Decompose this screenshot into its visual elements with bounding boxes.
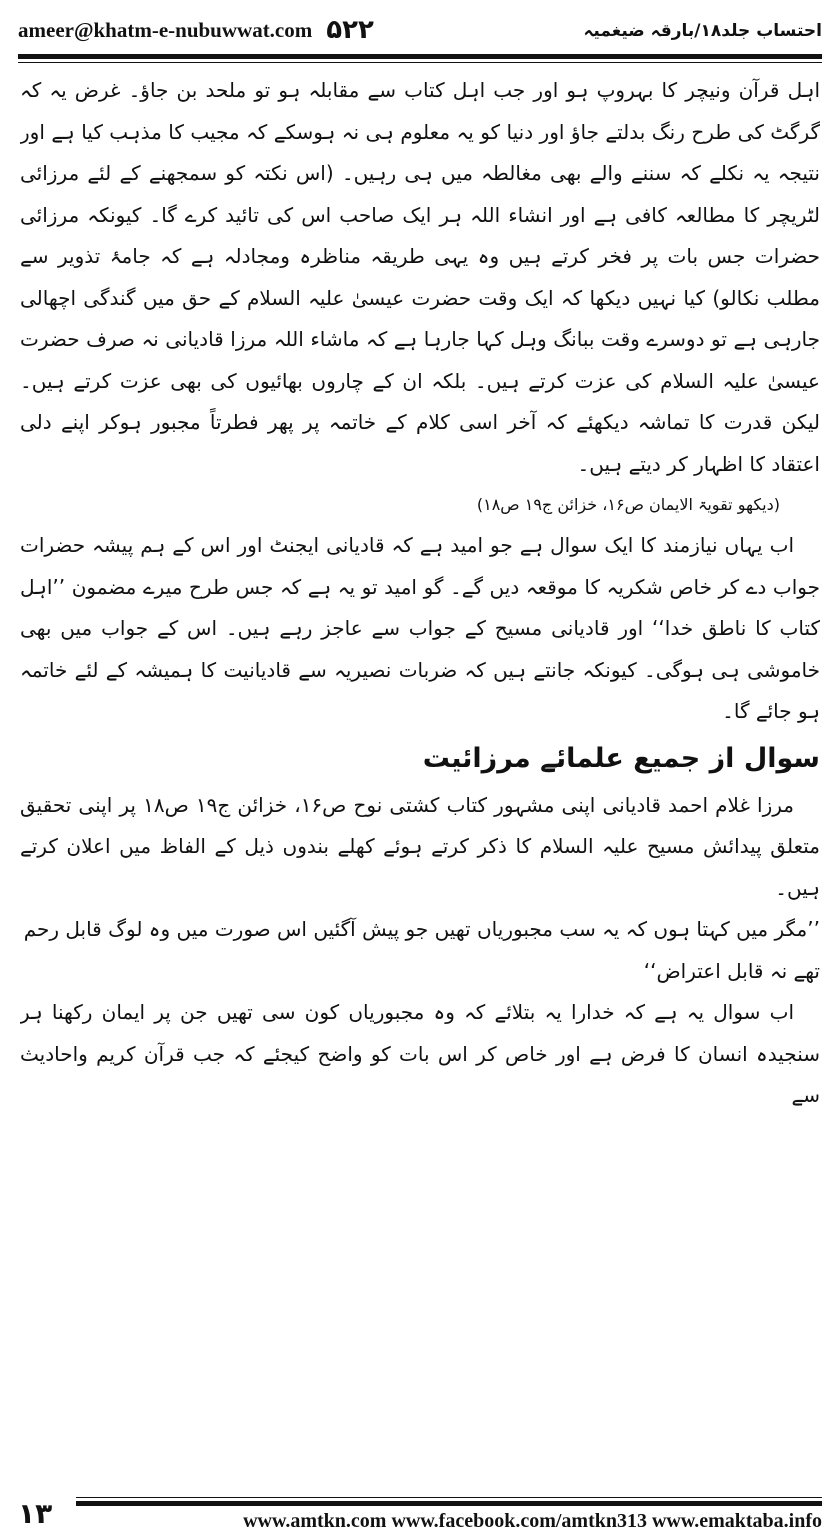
paragraph-1: اہل قرآن ونیچر کا بہروپ ہو اور جب اہل کتاب سے مقابلہ ہو تو ملحد بن جاؤ۔ غرض یہ کہ گرگٹ کی طرح رنگ بدلتے جاؤ اور دنیا کو یہ معلوم ہی نہ ہوسکے کہ مجیب کا مذہب کیا ہے اور نتیجہ یہ نکلے کہ سننے والے بھی مغالطہ میں ہی رہیں۔ (اس نکتہ کو سمجھنے کے لئے مرزائی لٹریچر کا مطالعہ کافی ہے اور انشاء اللہ ہر ایک صاحب اس کی تائید کرے گا۔ کیونکہ مرزائی حضرات جس بات پر فخر کرتے ہیں وہ یہی طریقہ مناظرہ ومجادلہ ہے کہ جامۂ تذویر سے مطلب نکالو) کیا نہیں دیکھا کہ ایک وقت حضرت عیسیٰ علیہ السلام کے حق میں گندگی اچھالی جارہی ہے تو دوسرے وقت ببانگ وہل کہا جارہا ہے کہ ماشاء اللہ مرزا قادیانی نہ صرف حضرت عیسیٰ علیہ السلام کی عزت کرتے ہیں۔ بلکہ ان کے چاروں بھائیوں کی بھی عزت کرتے ہیں۔ لیکن قدرت کا تماشہ دیکھئے کہ آخر اسی کلام کے خاتمہ پر پھر فطرتاً مجبور ہوکر اپنے دلی اعتقاد کا اظہار کر دیتے ہیں۔	[20, 78, 820, 476]
paragraph-3: مرزا غلام احمد قادیانی اپنی مشہور کتاب کشتی نوح ص۱۶، خزائن ج۱۹ ص۱۸ پر اپنی تحقیق متعلق پیدائش مسیح علیہ السلام کا ذکر کرتے ہوئے کھلے بندوں ذیل کے الفاظ میں اعلان کرتے ہیں۔	[20, 792, 820, 900]
reference-citation: (دیکھو تقویۃ الایمان ص۱۶، خزائن ج۱۹ ص۱۸)	[476, 495, 780, 514]
page-footer	[18, 1490, 822, 1534]
header-left	[18, 15, 374, 45]
section-heading: سوال از جمیع علمائے مرزائیت	[422, 742, 820, 774]
header-rule-thick	[18, 54, 822, 59]
footer-rule-thin	[76, 1497, 822, 1498]
footer-rule-thick	[76, 1501, 822, 1506]
footer-bar	[76, 1497, 822, 1534]
header-book-title: احتساب جلد۱۸/بارقہ ضیغمیہ	[583, 20, 822, 41]
header-rule-thin	[18, 62, 822, 63]
footer-urls: www.amtkn.com www.facebook.com/amtkn313 www.emaktaba.info	[243, 1510, 822, 1532]
paragraph-2: اب یہاں نیازمند کا ایک سوال ہے جو امید ہے کہ قادیانی ایجنٹ اور اس کے ہم پیشہ حضرات جواب دے کر خاص شکریہ کا موقعہ دیں گے۔ گو امید تو یہ ہے کہ جس طرح میرے مضمون ’’اہل کتاب کا ناطق خدا‘‘ اور قادیانی مسیح کے جواب سے عاجز رہے ہیں۔ اس کے جواب میں بھی خاموشی ہی ہوگی۔ کیونکہ جانتے ہیں کہ ضربات نصیریہ سے قادیانیت کا ہمیشہ کے لئے خاتمہ ہو جائے گا۔	[20, 533, 820, 723]
page-body	[20, 70, 820, 1475]
footer-page-number: ۱۳	[18, 1497, 53, 1530]
header-email: ameer@khatm-e-nubuwwat.com	[18, 17, 313, 42]
page-header	[18, 8, 822, 52]
paragraph-4: اب سوال یہ ہے کہ خدارا یہ بتلائے کہ وہ مجبوریاں کون سی تھیں جن پر ایمان رکھنا ہر سنجیدہ انسان کا فرض ہے اور خاص کر اس بات کو واضح کیجئے کہ جب قرآن کریم واحادیث سے	[20, 1000, 820, 1107]
header-page-number: ۵۲۲	[326, 15, 374, 45]
block-quote: ’’مگر میں کہتا ہوں کہ یہ سب مجبوریاں تھیں جو پیش آگئیں اس صورت میں وہ لوگ قابل رحم تھے نہ قابل اعتراض‘‘	[23, 917, 820, 983]
